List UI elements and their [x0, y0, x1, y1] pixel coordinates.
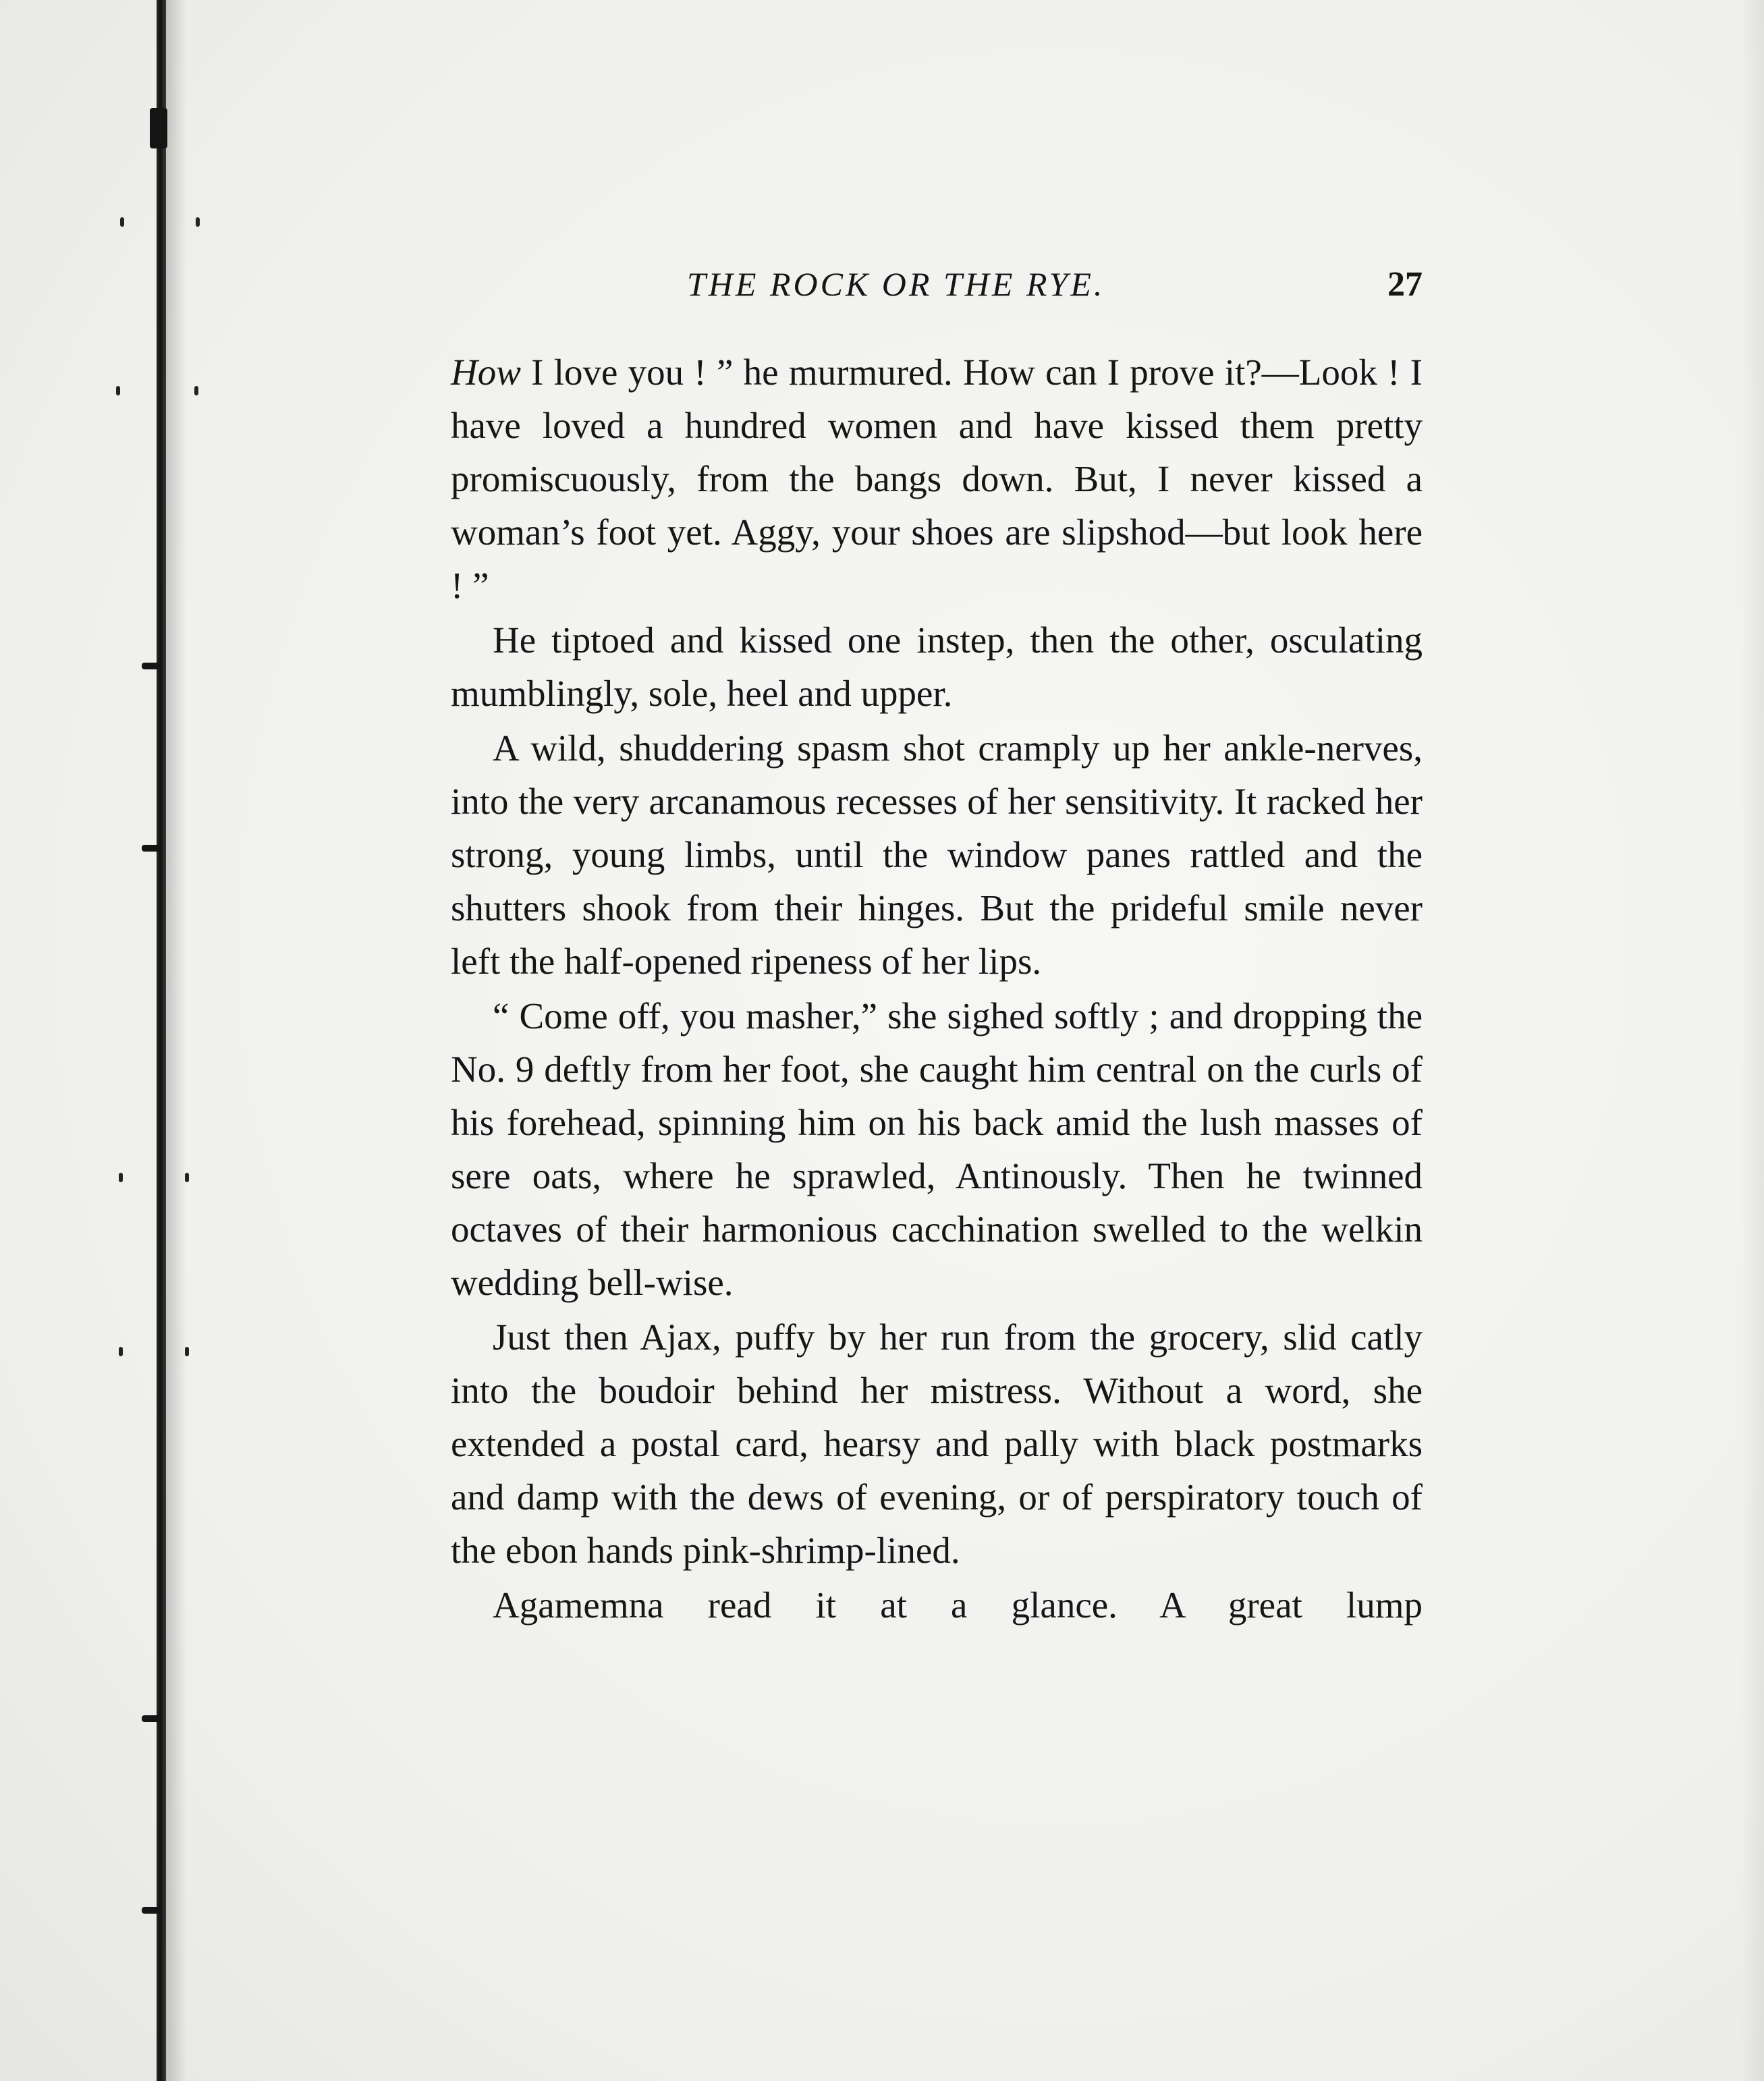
gutter-shadow [166, 0, 186, 2081]
binding-stitch [142, 1907, 161, 1914]
margin-mark [120, 217, 124, 227]
binding-stitch [142, 845, 161, 852]
page-edge-shadow [1741, 0, 1764, 2081]
book-binding [157, 0, 166, 2081]
paragraph: Just then Ajax, puffy by her run from the grocery, slid catly into the boudoir behind her mistress. Without a word, she extended a postal card, hearsy and pally with black postmarks and damp with the dews of evening, or of perspiratory touch of the ebon hands pink-shrimp-lined. [451, 1316, 1423, 1571]
body-text [451, 345, 1423, 1864]
paragraph: He tiptoed and kissed one instep, then the other, osculating mumblingly, sole, heel and upper. [451, 619, 1423, 714]
binding-stitch [142, 663, 161, 669]
running-header [451, 265, 1423, 312]
paragraph [451, 345, 1423, 612]
binding-stitch [150, 108, 167, 148]
paragraph: “ Come off, you masher,” she sighed softly ; and dropping the No. 9 deftly from her foot, she caught him central on the curls of his forehead, spinning him on his back amid the lush masses of sere oats, where he sprawled, Antinously. Then he twinned octaves of their harmonious cacchination swelled to the welkin wedding bell-wise. [451, 995, 1423, 1303]
paragraph: Agamemna read it at a glance. A great lump [493, 1584, 1423, 1626]
italic-word: How [451, 352, 521, 393]
margin-mark [194, 386, 198, 395]
margin-mark [196, 217, 200, 227]
margin-mark [119, 1347, 123, 1356]
binding-stitch [142, 1715, 161, 1722]
margin-mark [119, 1173, 123, 1182]
page-number: 27 [1387, 265, 1423, 304]
margin-mark [185, 1347, 189, 1356]
margin-mark [185, 1173, 189, 1182]
running-title: THE ROCK OR THE RYE. [687, 265, 1105, 303]
paragraph: A wild, shuddering spasm shot cramply up her ankle-nerves, into the very arcanamous recesses of her sensitivity. It racked her strong, young limbs, until the window panes rattled and the shutters shook from their hinges. But the prideful smile never left the half-opened ripeness of her lips. [451, 727, 1423, 982]
paragraph-text: I love you ! ” he murmured. How can I prove it?—Look ! I have loved a hundred women and have kissed them pretty promiscuously, from the bangs down. But, I never kissed a woman’s foot yet. Aggy, your shoes are slipshod—but look here ! ” [451, 352, 1423, 606]
margin-mark [116, 386, 120, 395]
